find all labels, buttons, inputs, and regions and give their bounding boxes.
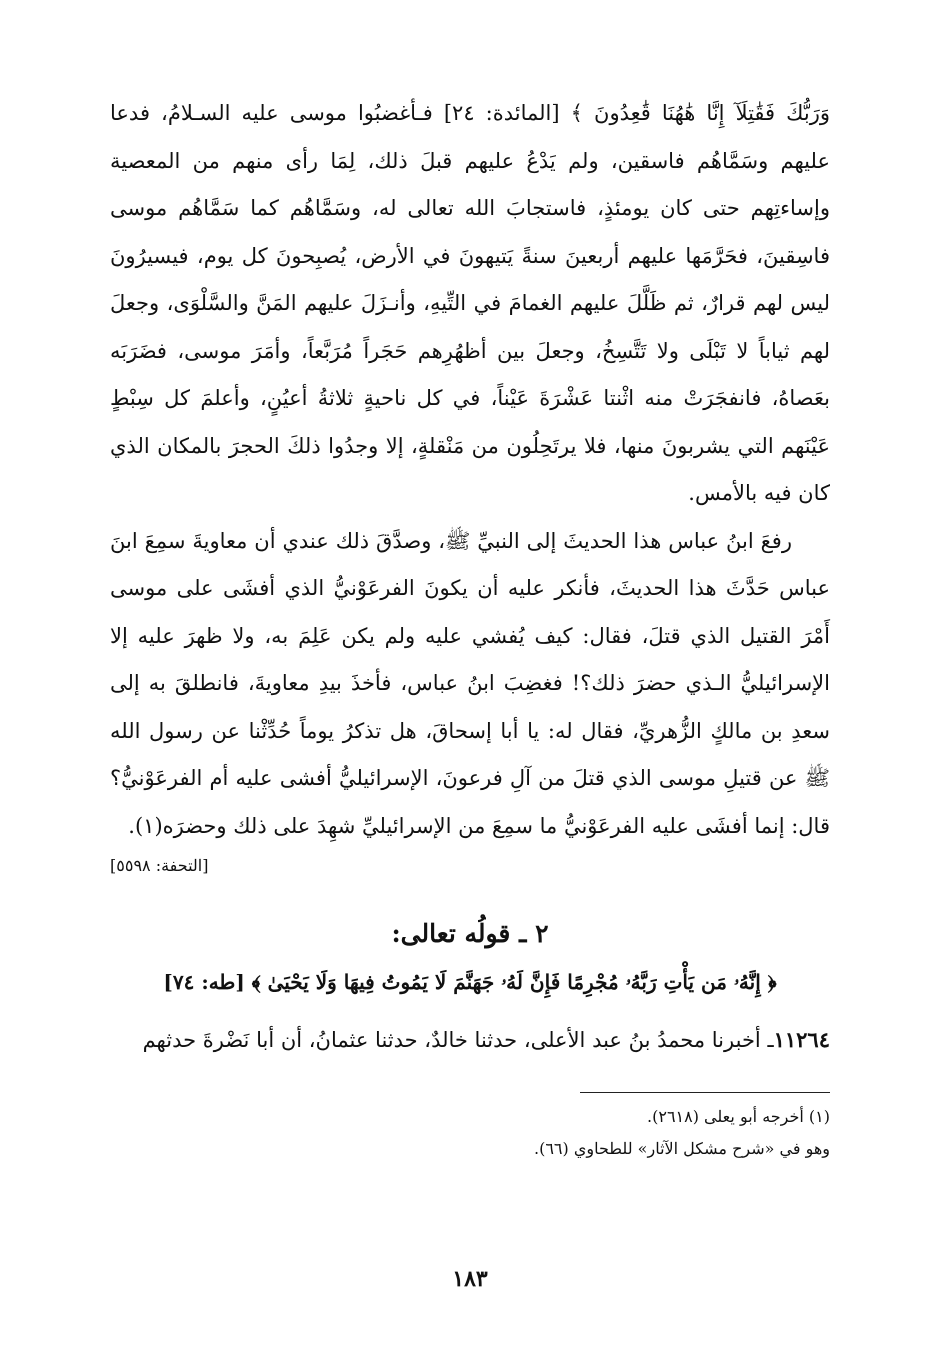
section-heading: ٢ ـ قولُه تعالى: bbox=[391, 919, 549, 948]
hadith-text: ـ أخبرنا محمدُ بنُ عبد الأعلى، حدثنا خالدٌ، حدثنا عثمانُ، أن أبا نَضْرةَ حدثهم bbox=[142, 1028, 774, 1052]
footnotes bbox=[110, 1101, 830, 1165]
hadith-number: ١١٢٦٤ bbox=[773, 1027, 830, 1052]
footnote-divider bbox=[580, 1092, 830, 1093]
body-paragraph-1: وَرَبُّكَ فَقَٰتِلَآ إِنَّا هَٰهُنَا قَٰعِدُونَ ﴾ [المائدة: ٢٤] فـأغضبُوا موسى عليه السـلامُ، فدعا عليهم وسَمَّاهُم فاسقين، ولم يَدْعُ عليهم قبلَ ذلك، لِمَا رأى منهم من المعصية وإساءتِهم حتى كان يومئذٍ، فاستجابَ الله تعالى له، وسَمَّاهُم كما سَمَّاهُم موسى فاسِقينَ، فحَرَّمَها عليهم أربعينَ سنةً يَتيهونَ في الأرض، يُصبِحونَ كل يوم، فيسيرُونَ ليس لهم قرارٌ، ثم ظَلَّلَ عليهم الغمامَ في التِّيهِ، وأنـزَلَ عليهم المَنَّ والسَّلْوَى، وجعلَ لهم ثياباً لا تَبْلَى ولا تَتَّسِخُ، وجعلَ بين أظهُرِهم حَجَراً مُرَبَّعاً، وأمَرَ موسى، فضَرَبَه بعَصاهُ، فانفجَرَتْ منه اثْنتا عَشْرَةَ عَيْناً، في كل ناحيةٍ ثلاثةُ أعيُنٍ، وأعلمَ كل سِبْطٍ عَيْنَهم التي يشربونَ منها، فلا يرتَحِلُون من مَنْقلةٍ، إلا وجدُوا ذلكَ الحجرَ بالمكان الذي كان فيه بالأمس. bbox=[110, 101, 831, 505]
page-content bbox=[110, 90, 830, 1165]
footnote-2: وهو في «شرح مشكل الآثار» للطحاوي (٦٦). bbox=[534, 1139, 830, 1158]
footnote-1: (١) أخرجه أبو يعلى (٢٦١٨). bbox=[647, 1107, 830, 1126]
hadith-entry bbox=[110, 1014, 830, 1066]
body-paragraph-2: رفعَ ابنُ عباس هذا الحديثَ إلى النبيِّ ﷺ، وصدَّقَ ذلك عندي أن معاويةَ سمِعَ ابنَ عباس حَدَّثَ هذا الحديثَ، فأنكر عليه أن يكونَ الفرعَوْنيُّ الذي أفشَى على موسى أَمْرَ القتيل الذي قتلَ، فقال: كيف يُفشي عليه ولم يكن عَلِمَ به، ولا ظهرَ عليه إلا الإسرائيليُّ الـذي حضرَ ذلك؟! فغضِبَ ابنُ عباس، فأخذَ بيدِ معاويةَ، فانطلقَ به إلى سعدِ بن مالكٍ الزُّهريِّ، فقال له: يا أبا إسحاقَ، هل تذكرُ يوماً حُدِّثْنا عن رسول الله ﷺ عن قتيلِ موسى الذي قتلَ من آلِ فرعونَ، الإسرائيليُّ أفشى عليه أم الفرعَوْنيُّ؟ قال: إنما أفشَى عليه الفرعَوْنيُّ ما سمِعَ من الإسرائيليِّ شهِدَ على ذلك وحضرَه(١). bbox=[110, 528, 830, 838]
source-reference: [التحفة: ٥٥٩٨] bbox=[110, 856, 209, 875]
page-number: ١٨٣ bbox=[452, 1266, 488, 1292]
quran-verse: ﴿ إِنَّهُۥ مَن يَأْتِ رَبَّهُۥ مُجْرِمًا فَإِنَّ لَهُۥ جَهَنَّمَ لَا يَمُوتُ فِيهَا وَلَا يَحْيَىٰ ﴾ [طه: ٧٤] bbox=[163, 970, 777, 994]
